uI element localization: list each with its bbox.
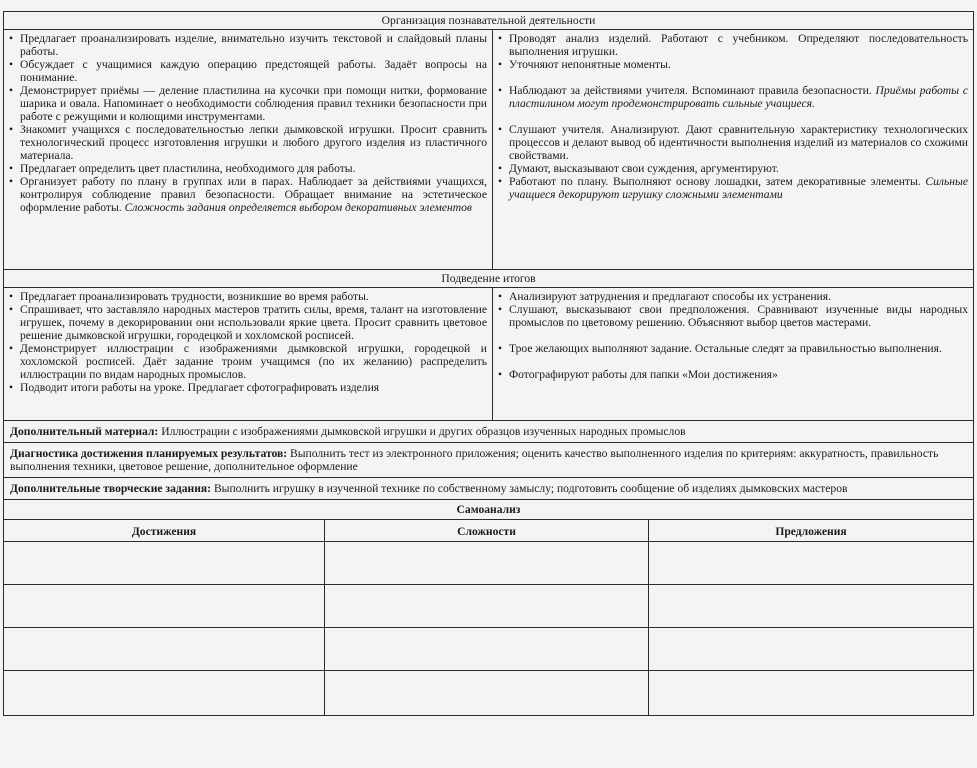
org-students-item: • Слушают учителя. Анализируют. Дают сравнительную характеристику технологических процессов и делают вывод об идентичности выполнения изделий из материалов со схожими свойствами. — [498, 123, 968, 162]
extra-material-text: Иллюстрации с изображениями дымковской игрушки и других образцов изученных народных промыслов — [158, 425, 686, 438]
blank-cell — [4, 542, 325, 585]
blank-cell — [325, 628, 649, 671]
summary-teacher-item: • Демонстрирует иллюстрации с изображениями дымковской игрушки, городецкой и хохломской росписей. Даёт задание троим учащимся (по их желанию) распределить иллюстрации по видам народных промыслов. — [9, 342, 487, 381]
org-teacher-item: • Знакомит учащихся с последовательностью лепки дымковской игрушки. Просит сравнить технологический процесс изготовления игрушки и любого другого изделия из пластичного материала. — [9, 123, 487, 162]
diagnostics — [4, 443, 974, 478]
lesson-plan-page — [3, 11, 973, 716]
blank-cell — [649, 671, 974, 716]
org-students-text: Работают по плану. Выполняют основу лошадки, затем декоративные элементы. — [509, 175, 926, 188]
blank-row — [4, 585, 974, 628]
extra-material-label: Дополнительный материал: — [10, 425, 159, 438]
blank-row — [4, 542, 974, 585]
org-teacher-item: • Обсуждает с учащимися каждую операцию предстоящей работы. Задаёт вопросы на понимание. — [9, 58, 487, 84]
summary-teacher-item: • Предлагает проанализировать трудности, возникшие во время работы. — [9, 290, 487, 303]
extra-material — [4, 421, 974, 443]
summary-students-cell — [493, 288, 974, 421]
selfanalysis-title: Самоанализ — [4, 500, 974, 520]
blank-cell — [649, 628, 974, 671]
blank-cell — [4, 671, 325, 716]
summary-teacher-item: • Подводит итоги работы на уроке. Предлагает сфотографировать изделия — [9, 381, 487, 394]
activity-table — [3, 11, 974, 500]
selfanalysis-table — [3, 499, 974, 716]
column-header-suggestions: Предложения — [649, 520, 974, 542]
summary-header: Подведение итогов — [4, 270, 974, 288]
summary-students-item: • Трое желающих выполняют задание. Остальные следят за правильностью выполнения. — [498, 342, 968, 355]
summary-row — [4, 288, 974, 421]
blank-cell — [4, 628, 325, 671]
blank-row — [4, 628, 974, 671]
blank-cell — [325, 671, 649, 716]
summary-students-item: • Фотографируют работы для папки «Мои достижения» — [498, 368, 968, 381]
diagnostics-label: Диагностика достижения планируемых результатов: — [10, 447, 288, 460]
summary-students-item: • Анализируют затруднения и предлагают способы их устранения. — [498, 290, 968, 303]
org-students-item: • Думают, высказывают свои суждения, аргументируют. — [498, 162, 968, 175]
org-students-cell — [493, 30, 974, 270]
org-teacher-italic: Сложность задания определяется выбором декоративных элементов — [124, 201, 472, 214]
org-teacher-item: • Предлагает определить цвет пластилина, необходимого для работы. — [9, 162, 487, 175]
org-students-italic: Приёмы работы с пластилином могут продемонстрировать сильные учащиеся. — [509, 84, 969, 110]
blank-cell — [325, 542, 649, 585]
column-header-difficulties: Сложности — [325, 520, 649, 542]
blank-cell — [649, 542, 974, 585]
column-header-achievements: Достижения — [4, 520, 325, 542]
org-row — [4, 30, 974, 270]
creative-tasks-label: Дополнительные творческие задания: — [10, 482, 212, 495]
org-header: Организация познавательной деятельности — [4, 12, 974, 30]
org-teacher-item — [9, 175, 487, 214]
org-teacher-text: Организует работу по плану в группах или в парах. Наблюдает за действиями учащихся, контролируя соблюдение правил безопасности. Обращает внимание на эстетическое оформление работы. — [20, 175, 487, 214]
blank-cell — [325, 585, 649, 628]
org-students-item: • Уточняют непонятные моменты. — [498, 58, 968, 71]
org-teacher-item: • Предлагает проанализировать изделие, внимательно изучить текстовой и слайдовый планы работы. — [9, 32, 487, 58]
org-students-italic: Сильные учащиеся декорируют игрушку сложными элементами — [509, 175, 969, 201]
org-students-item — [498, 175, 968, 201]
summary-teacher-item: • Спрашивает, что заставляло народных мастеров тратить силы, время, талант на изготовление игрушек, почему в декорировании они использовали яркие цвета. Просит сравнить цветовое решение дымковской игрушки, городецкой и хохломской росписей. — [9, 303, 487, 342]
summary-teacher-cell — [4, 288, 493, 421]
org-students-item — [498, 84, 968, 110]
creative-tasks — [4, 478, 974, 500]
blank-cell — [649, 585, 974, 628]
summary-students-item: • Слушают, высказывают свои предположения. Сравнивают изученные виды народных промыслов по цветовому решению. Объясняют выбор цветов мастерами. — [498, 303, 968, 329]
blank-cell — [4, 585, 325, 628]
org-teacher-cell — [4, 30, 493, 270]
creative-tasks-text: Выполнить игрушку в изученной технике по собственному замыслу; подготовить сообщение об изделиях дымковских мастеров — [211, 482, 848, 495]
blank-row — [4, 671, 974, 716]
org-students-item: • Проводят анализ изделий. Работают с учебником. Определяют последовательность выполнения игрушки. — [498, 32, 968, 58]
diagnostics-text: Выполнить тест из электронного приложения; оценить качество выполненного изделия по критериям: аккуратность, правильность выполнения техники, цветовое решение, дополнительное оформление — [10, 447, 939, 473]
org-teacher-item: • Демонстрирует приёмы — деление пластилина на кусочки при помощи нитки, формование шарика и овала. Напоминает о необходимости соблюдения правил техники безопасности при работе с режущими и колющими инструментами. — [9, 84, 487, 123]
org-students-text: Наблюдают за действиями учителя. Вспоминают правила безопасности. — [509, 84, 876, 97]
